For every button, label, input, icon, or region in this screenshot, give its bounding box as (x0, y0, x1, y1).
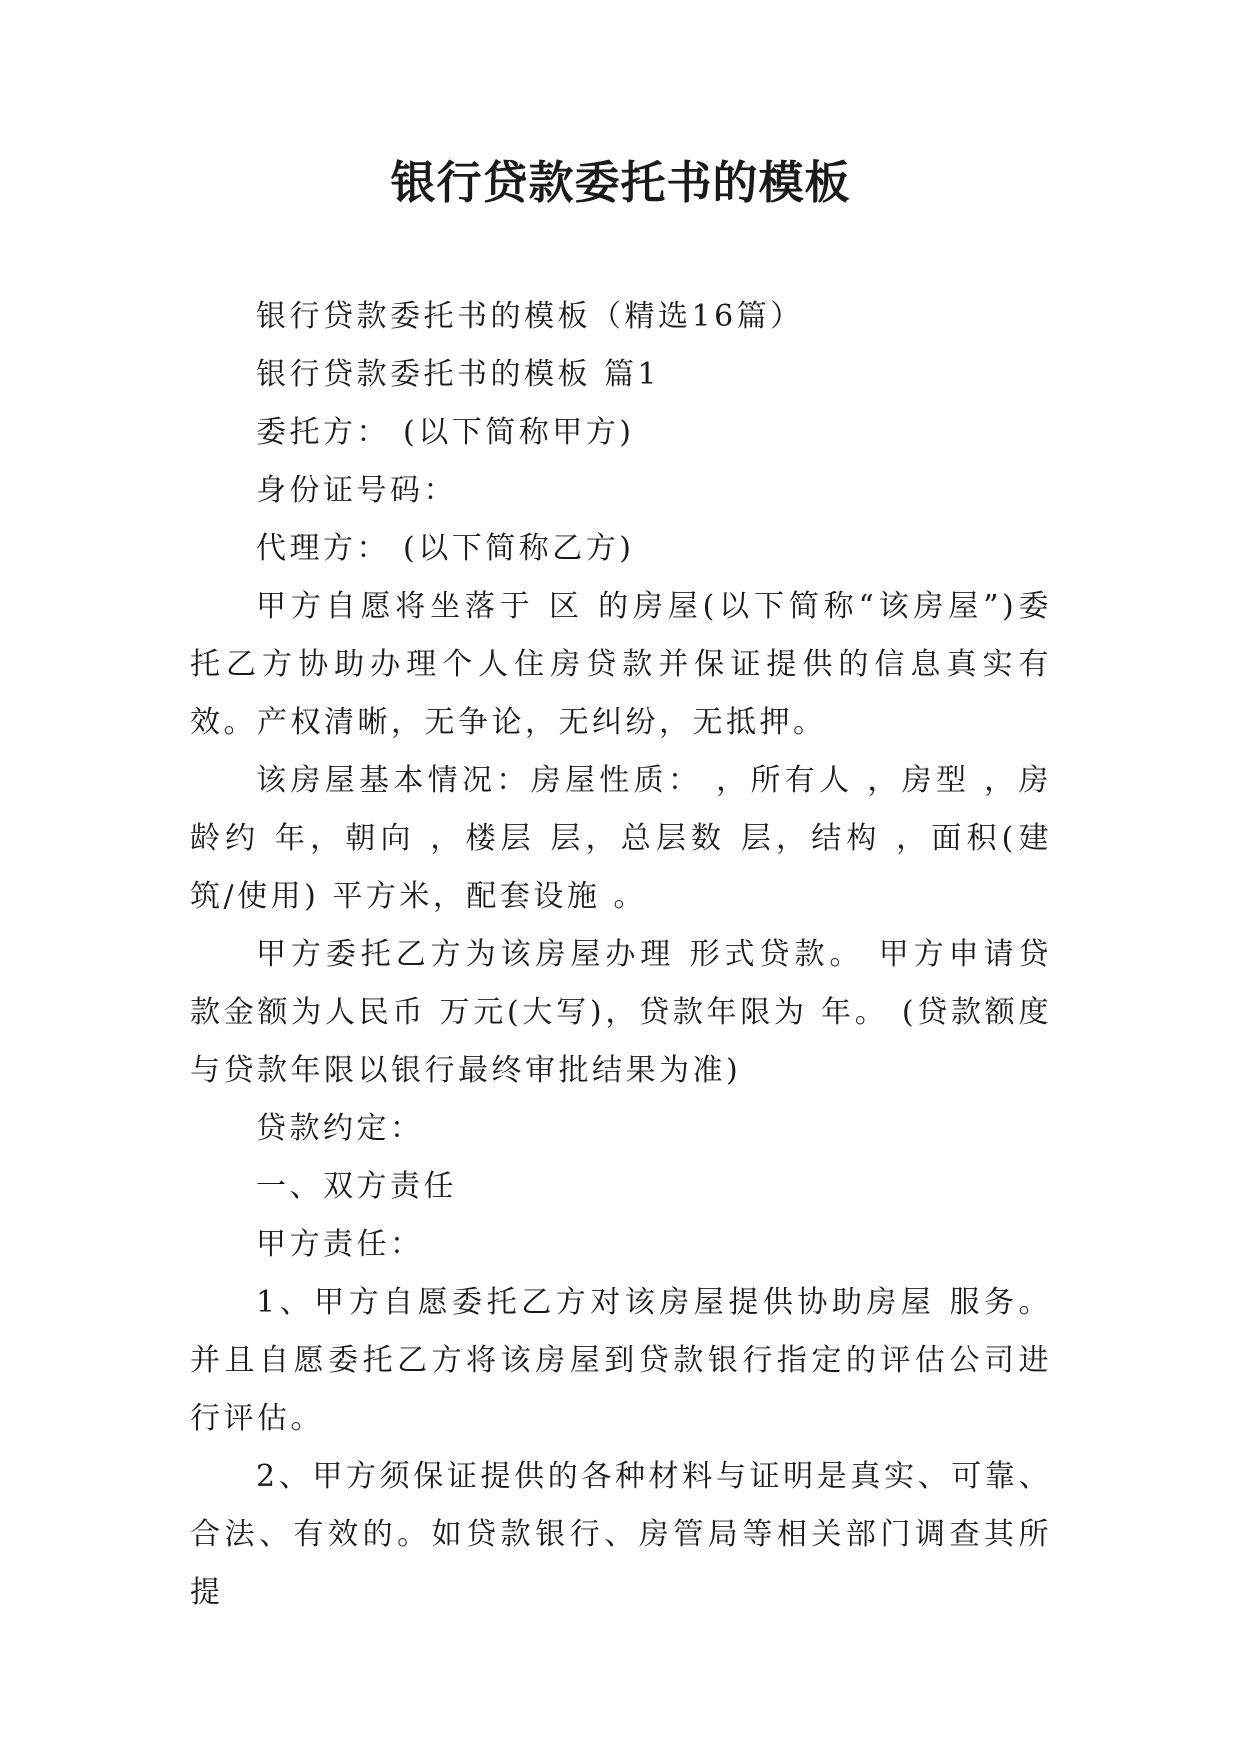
paragraph-loan-agreement-heading: 贷款约定： (256, 1111, 424, 1146)
paragraph-property-statement: 甲方自愿将坐落于 区 的房屋(以下简称“该房屋”)委托乙方协助办理个人住房贷款并保证提供的信息真实有效。产权清晰，无争论，无纠纷，无抵押。 (190, 589, 1052, 740)
paragraph-loan-request: 甲方委托乙方为该房屋办理 形式贷款。 甲方申请贷款金额为人民币 万元(大写)，贷款年限为 年。 (贷款额度与贷款年限以银行最终审批结果为准) (190, 937, 1052, 1088)
paragraph-party-a-heading: 甲方责任： (256, 1227, 424, 1262)
paragraph-clause-2: 2、甲方须保证提供的各种材料与证明是真实、可靠、合法、有效的。如贷款银行、房管局等相关部门调查其所提 (190, 1459, 1052, 1610)
paragraph-responsibilities-heading: 一、双方责任 (256, 1169, 457, 1204)
paragraph-section-heading: 银行贷款委托书的模板 篇1 (256, 357, 661, 392)
document-title: 银行贷款委托书的模板 (390, 156, 851, 209)
paragraph-property-details: 该房屋基本情况：房屋性质： ，所有人 ，房型 ，房龄约 年，朝向 ，楼层 层，总层数 层，结构 ，面积(建筑/使用) 平方米，配套设施 。 (190, 763, 1052, 914)
paragraph-clause-1: 1、甲方自愿委托乙方对该房屋提供协助房屋 服务。并且自愿委托乙方将该房屋到贷款银行指定的评估公司进行评估。 (190, 1285, 1052, 1436)
document-body (190, 288, 1052, 1622)
paragraph-id-number: 身份证号码： (256, 473, 457, 508)
paragraph-agent: 代理方： (以下简称乙方) (256, 531, 635, 566)
paragraph-subtitle: 银行贷款委托书的模板（精选16篇） (256, 299, 804, 334)
paragraph-principal: 委托方： (以下简称甲方) (256, 415, 635, 450)
